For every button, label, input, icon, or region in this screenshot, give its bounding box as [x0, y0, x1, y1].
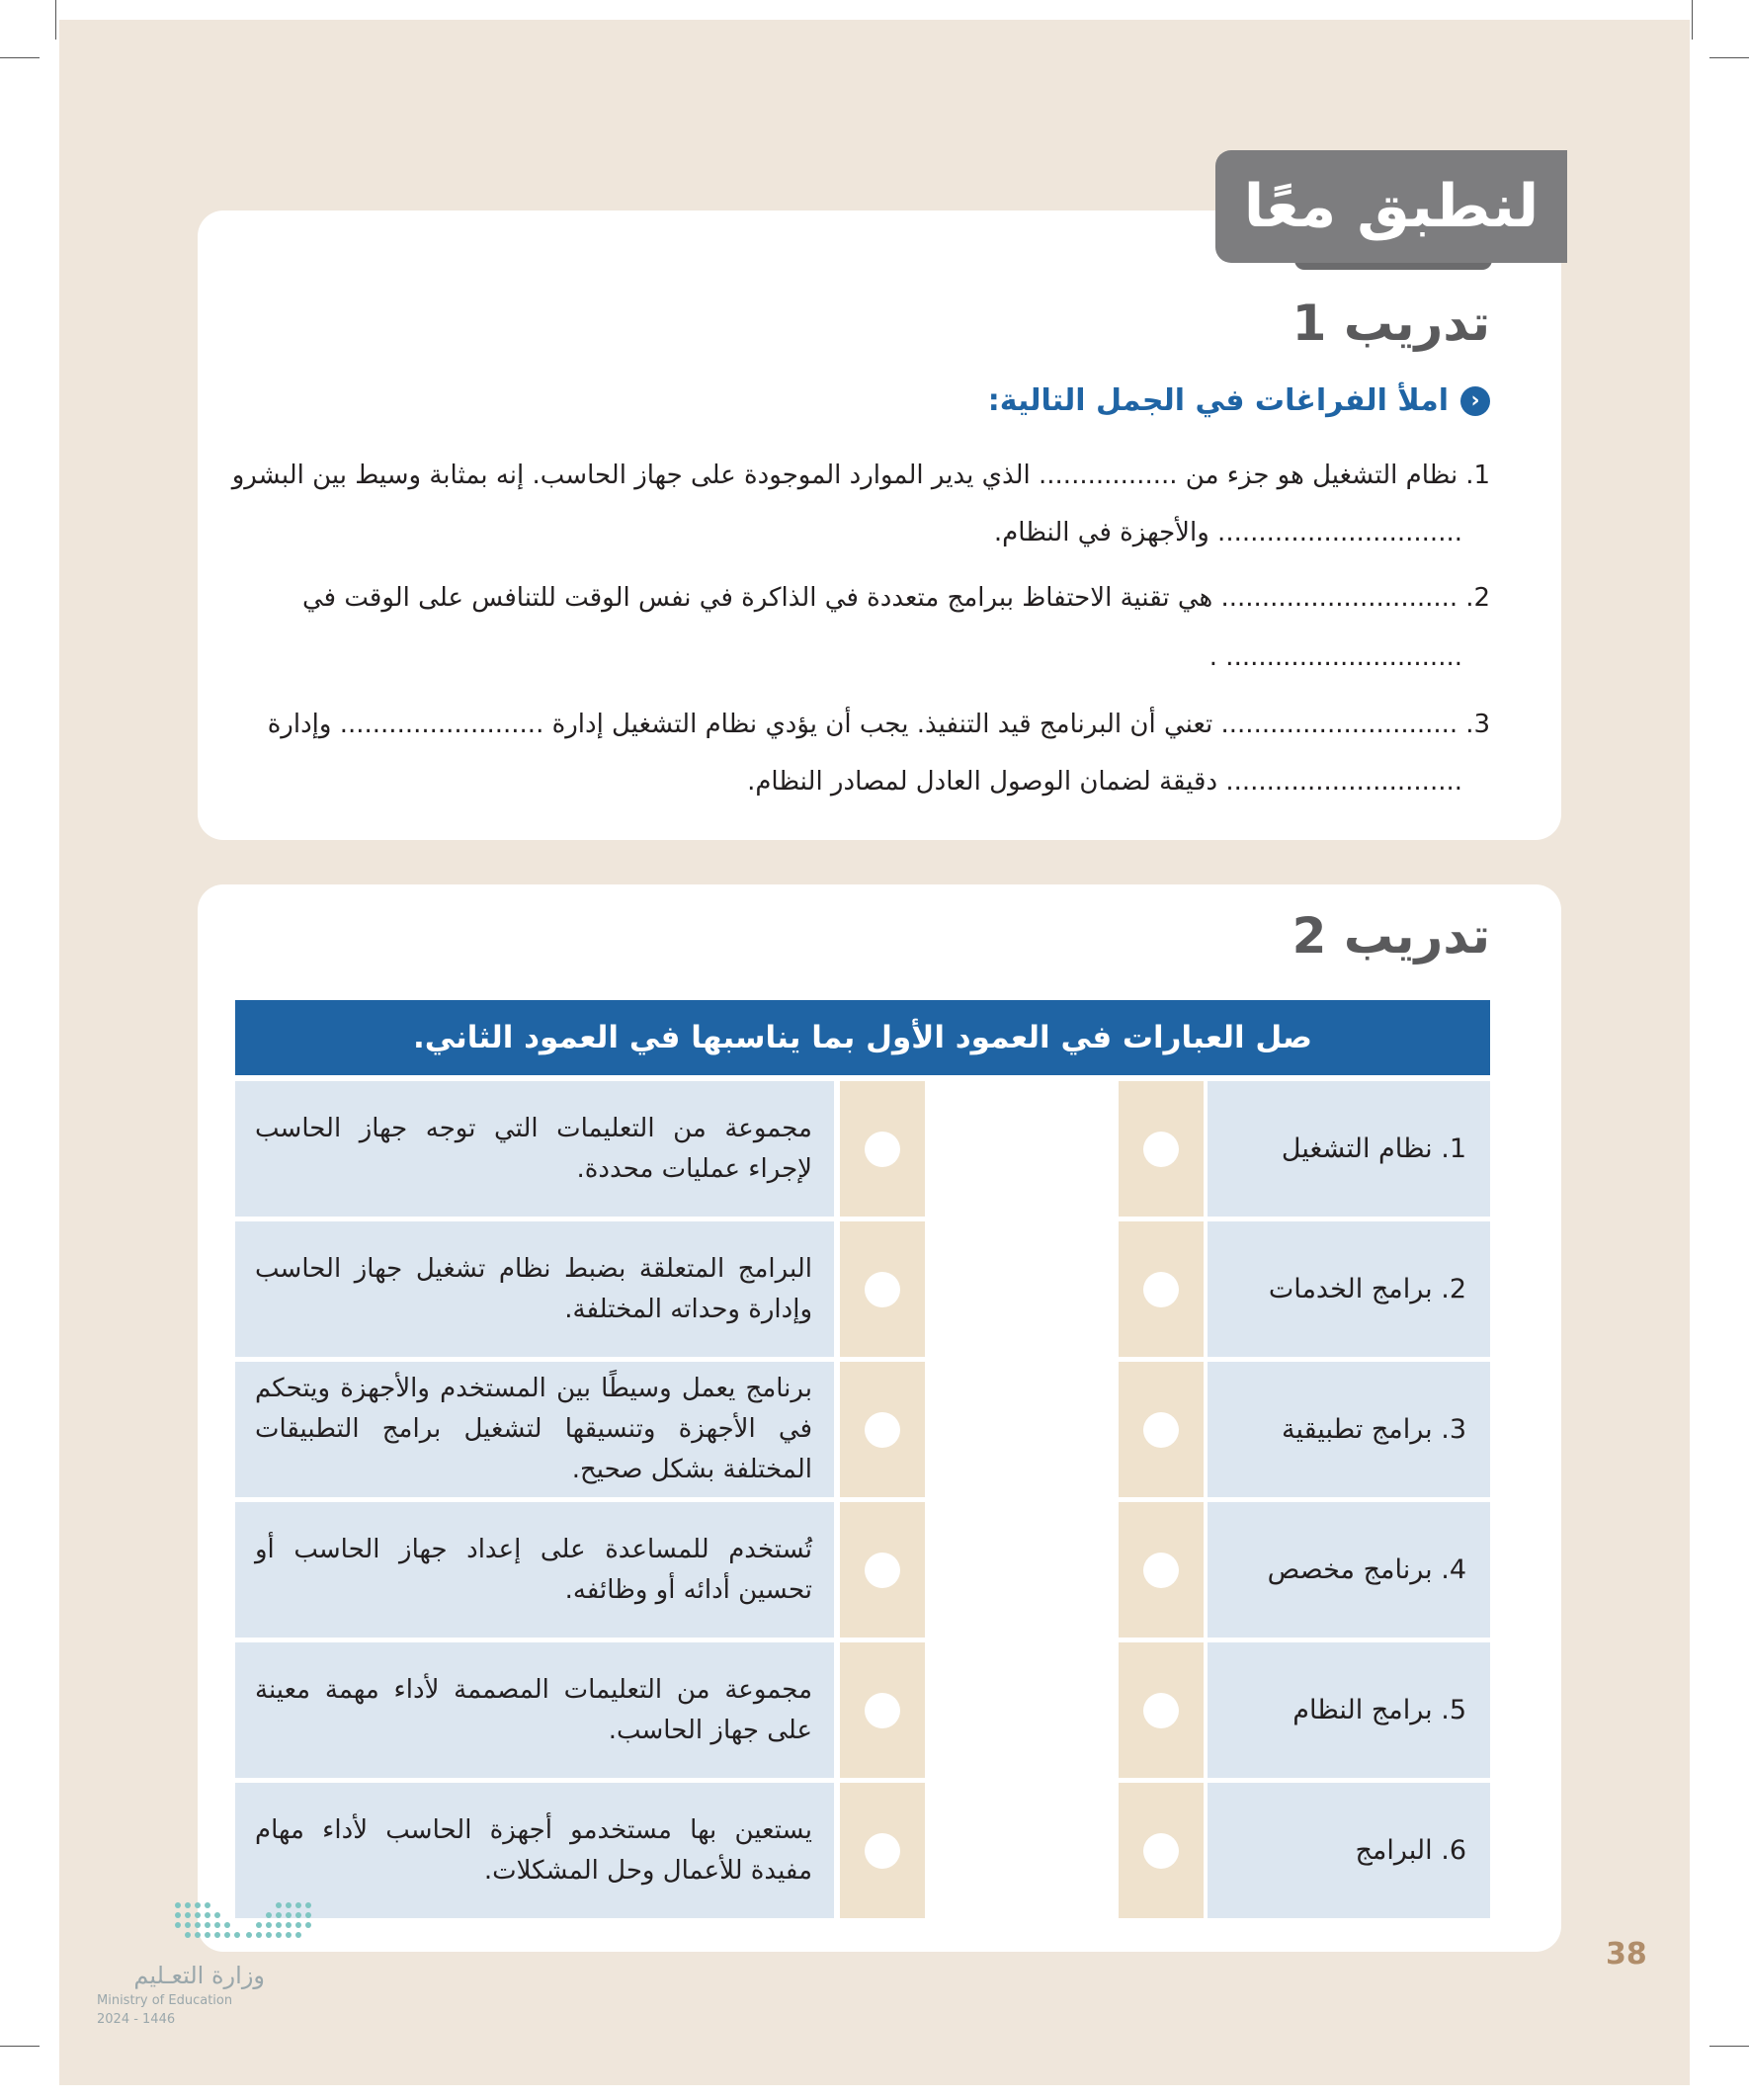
match-description: مجموعة من التعليمات التي توجه جهاز الحاسب لإجراء عمليات محددة. — [235, 1081, 834, 1217]
match-term: 5. برامج النظام — [1208, 1642, 1490, 1778]
connect-dot[interactable] — [865, 1412, 900, 1448]
ministry-name-en: Ministry of Education — [97, 1993, 233, 2008]
connect-dot[interactable] — [865, 1693, 900, 1728]
desc-dot-cell — [840, 1221, 925, 1357]
crop-mark — [1709, 57, 1749, 58]
question-3-line2: ............................. دقيقة لضمان الوصول العادل لمصادر النظام. — [747, 767, 1462, 797]
connect-dot[interactable] — [1143, 1272, 1179, 1307]
crop-mark — [0, 57, 40, 58]
match-description: برنامج يعمل وسيطًا بين المستخدم والأجهزة ويتحكم في الأجهزة وتنسيقها لتشغيل برامج التطبيقات المختلفة بشكل صحيح. — [235, 1362, 834, 1497]
page-number: 38 — [1606, 1937, 1647, 1972]
question-1-line1: 1.نظام التشغيل هو جزء من ................. الذي يدير الموارد الموجودة على جهاز الحاسب. إنه بمثابة وسيط بين البشرو — [231, 461, 1490, 490]
question-1-line2: .............................. والأجهزة في النظام. — [993, 518, 1462, 547]
match-description: البرامج المتعلقة بضبط نظام تشغيل جهاز الحاسب وإدارة وحداته المختلفة. — [235, 1221, 834, 1357]
match-term: 1. نظام التشغيل — [1208, 1081, 1490, 1217]
match-row — [235, 1783, 1490, 1918]
crop-mark — [0, 2046, 40, 2047]
ministry-logo — [97, 1962, 265, 2027]
exercise1-instruction — [988, 383, 1490, 418]
term-dot-cell — [1119, 1783, 1204, 1918]
connect-dot[interactable] — [1143, 1132, 1179, 1167]
match-row — [235, 1081, 1490, 1217]
connect-dot[interactable] — [1143, 1553, 1179, 1588]
desc-dot-cell — [840, 1362, 925, 1497]
section-tab: لنطبق معًا — [1215, 150, 1567, 263]
term-dot-cell — [1119, 1081, 1204, 1217]
connect-dot[interactable] — [1143, 1693, 1179, 1728]
connect-dot[interactable] — [865, 1553, 900, 1588]
match-description: يستعين بها مستخدمو أجهزة الحاسب لأداء مهام مفيدة للأعمال وحل المشكلات. — [235, 1783, 834, 1918]
connect-dot[interactable] — [865, 1132, 900, 1167]
question-2-line1: 2.............................. هي تقنية الاحتفاظ ببرامج متعددة في الذاكرة في نفس الوقت للتنافس على الوقت في — [302, 583, 1490, 613]
match-description: تُستخدم للمساعدة على إعداد جهاز الحاسب أو تحسين أدائه أو وظائفه. — [235, 1502, 834, 1638]
connect-dot[interactable] — [865, 1272, 900, 1307]
match-row — [235, 1642, 1490, 1778]
crop-mark — [55, 0, 56, 40]
term-dot-cell — [1119, 1502, 1204, 1638]
question-2-line2: ............................. . — [1208, 642, 1462, 672]
crop-mark — [1709, 2046, 1749, 2047]
term-dot-cell — [1119, 1221, 1204, 1357]
chevron-left-icon: ‹ — [1460, 386, 1490, 416]
match-row — [235, 1221, 1490, 1357]
desc-dot-cell — [840, 1783, 925, 1918]
match-row — [235, 1362, 1490, 1497]
connect-dot[interactable] — [1143, 1833, 1179, 1869]
term-dot-cell — [1119, 1362, 1204, 1497]
connect-dot[interactable] — [1143, 1412, 1179, 1448]
exercise2-title: تدريب 2 — [1291, 907, 1490, 965]
desc-dot-cell — [840, 1502, 925, 1638]
ministry-logo-icon — [170, 1897, 320, 1951]
instruction-text: املأ الفراغات في الجمل التالية: — [987, 383, 1449, 418]
match-term: 3. برامج تطبيقية — [1208, 1362, 1490, 1497]
edition-year: 2024 - 1446 — [97, 2012, 176, 2027]
match-term: 6. البرامج — [1208, 1783, 1490, 1918]
match-row — [235, 1502, 1490, 1638]
match-description: مجموعة من التعليمات المصممة لأداء مهمة معينة على جهاز الحاسب. — [235, 1642, 834, 1778]
desc-dot-cell — [840, 1642, 925, 1778]
match-term: 4. برنامج مخصص — [1208, 1502, 1490, 1638]
exercise1-title: تدريب 1 — [1291, 294, 1490, 352]
ministry-name-ar: وزارة التعـليم — [133, 1962, 265, 1989]
match-term: 2. برامج الخدمات — [1208, 1221, 1490, 1357]
question-3-line1: 3.............................. تعني أن البرنامج قيد التنفيذ. يجب أن يؤدي نظام التشغيل إدارة ......................... وإدارة — [267, 710, 1490, 739]
connect-dot[interactable] — [865, 1833, 900, 1869]
term-dot-cell — [1119, 1642, 1204, 1778]
crop-mark — [1692, 0, 1693, 40]
matching-header: صل العبارات في العمود الأول بما يناسبها في العمود الثاني. — [235, 1000, 1490, 1075]
desc-dot-cell — [840, 1081, 925, 1217]
